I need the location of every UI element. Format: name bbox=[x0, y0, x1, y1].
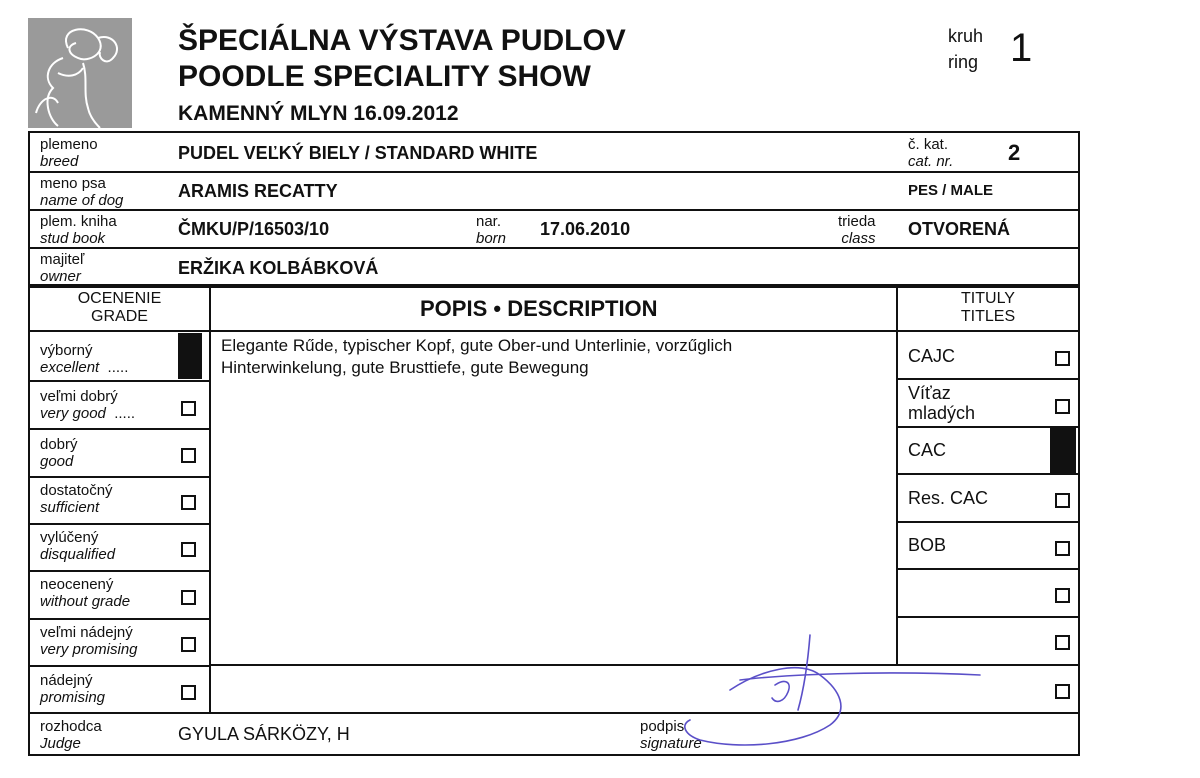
show-venue-date: KAMENNÝ MLYN 16.09.2012 bbox=[178, 102, 459, 125]
ring-label-sk: kruh bbox=[948, 26, 984, 46]
poodle-logo bbox=[28, 18, 132, 128]
title-bob-label: BOB bbox=[908, 535, 947, 555]
title-res-cac-label: Res. CAC bbox=[908, 488, 989, 508]
title-vitaz-label: Víťaz mladých bbox=[908, 383, 976, 423]
grade-excellent-checkbox[interactable] bbox=[178, 333, 202, 379]
grade-excellent-label: výborný excellent ..... bbox=[40, 342, 129, 376]
grade-without-grade-label: neocenený without grade bbox=[40, 576, 131, 610]
title-blank-3-checkbox[interactable] bbox=[1055, 684, 1070, 699]
show-title-en: POODLE SPECIALITY SHOW bbox=[178, 60, 591, 93]
dog-name-value: ARAMIS RECATTY bbox=[178, 181, 338, 201]
divider bbox=[28, 665, 211, 667]
description-text: Elegante Rűde, typischer Kopf, gute Ober-und Unterlinie, vorzűglich Hinterwinkelung, gute Brusttiefe, gute Bewegung bbox=[221, 336, 733, 377]
owner-value: ERŽIKA KOLBÁBKOVÁ bbox=[178, 258, 379, 278]
owner-label: majiteľ owner bbox=[40, 251, 85, 285]
divider bbox=[28, 476, 211, 478]
divider bbox=[28, 380, 211, 382]
divider bbox=[28, 330, 1080, 332]
title-bob-checkbox[interactable] bbox=[1055, 541, 1070, 556]
divider bbox=[896, 521, 1080, 523]
divider bbox=[28, 570, 211, 572]
class-value: OTVORENÁ bbox=[908, 219, 1011, 239]
catnr-label: č. kat. cat. nr. bbox=[908, 136, 954, 170]
divider bbox=[28, 618, 211, 620]
poodle-logo-icon bbox=[28, 18, 132, 128]
divider bbox=[28, 171, 1080, 173]
judge-value: GYULA SÁRKÖZY, H bbox=[178, 724, 350, 744]
divider bbox=[896, 616, 1080, 618]
titles-header: TITULY TITLES bbox=[960, 290, 1016, 325]
grade-disqualified-checkbox[interactable] bbox=[181, 542, 196, 557]
born-label: nar. born bbox=[476, 213, 507, 247]
breed-value: PUDEL VEĽKÝ BIELY / STANDARD WHITE bbox=[178, 143, 538, 163]
class-label: trieda class bbox=[838, 213, 876, 247]
judge-label: rozhodca Judge bbox=[40, 718, 102, 752]
born-value: 17.06.2010 bbox=[540, 219, 631, 239]
ring-label-en: ring bbox=[948, 52, 979, 72]
grade-without-grade-checkbox[interactable] bbox=[181, 590, 196, 605]
title-cajc-checkbox[interactable] bbox=[1055, 351, 1070, 366]
grade-good-checkbox[interactable] bbox=[181, 448, 196, 463]
show-title-sk: ŠPECIÁLNA VÝSTAVA PUDLOV bbox=[178, 24, 626, 57]
grade-sufficient-label: dostatočný sufficient bbox=[40, 482, 113, 516]
breed-label: plemeno breed bbox=[40, 136, 98, 170]
title-blank-1-checkbox[interactable] bbox=[1055, 588, 1070, 603]
signature-label: podpis signature bbox=[640, 718, 702, 752]
title-blank-2-checkbox[interactable] bbox=[1055, 635, 1070, 650]
stud-value: ČMKU/P/16503/10 bbox=[178, 219, 330, 239]
divider bbox=[28, 247, 1080, 249]
grade-good-label: dobrý good bbox=[40, 436, 78, 470]
ring-number: 1 bbox=[1010, 26, 1033, 70]
divider bbox=[896, 286, 898, 666]
divider bbox=[28, 209, 1080, 211]
divider bbox=[896, 568, 1080, 570]
title-res-cac-checkbox[interactable] bbox=[1055, 493, 1070, 508]
judge-signature bbox=[680, 630, 1000, 760]
grade-very-promising-checkbox[interactable] bbox=[181, 637, 196, 652]
divider bbox=[28, 428, 211, 430]
sex-value: PES / MALE bbox=[908, 182, 994, 199]
grade-sufficient-checkbox[interactable] bbox=[181, 495, 196, 510]
title-cac-checkbox[interactable] bbox=[1050, 427, 1076, 473]
grade-very-promising-label: veľmi nádejný very promising bbox=[40, 624, 138, 658]
divider bbox=[896, 473, 1080, 475]
grade-promising-label: nádejný promising bbox=[40, 672, 106, 706]
name-label: meno psa name of dog bbox=[40, 175, 124, 209]
grade-header: OCENENIE GRADE bbox=[77, 290, 162, 325]
title-cajc-label: CAJC bbox=[908, 346, 956, 366]
title-vitaz-checkbox[interactable] bbox=[1055, 399, 1070, 414]
catnr-value: 2 bbox=[1008, 140, 1021, 165]
title-cac-label: CAC bbox=[908, 440, 947, 460]
grade-very-good-checkbox[interactable] bbox=[181, 401, 196, 416]
stud-label: plem. kniha stud book bbox=[40, 213, 117, 247]
grade-very-good-label: veľmi dobrý very good ..... bbox=[40, 388, 136, 422]
description-header: POPIS • DESCRIPTION bbox=[420, 296, 658, 321]
grade-promising-checkbox[interactable] bbox=[181, 685, 196, 700]
grade-disqualified-label: vylúčený disqualified bbox=[40, 529, 116, 563]
divider bbox=[896, 378, 1080, 380]
divider bbox=[209, 286, 211, 714]
divider bbox=[28, 523, 211, 525]
